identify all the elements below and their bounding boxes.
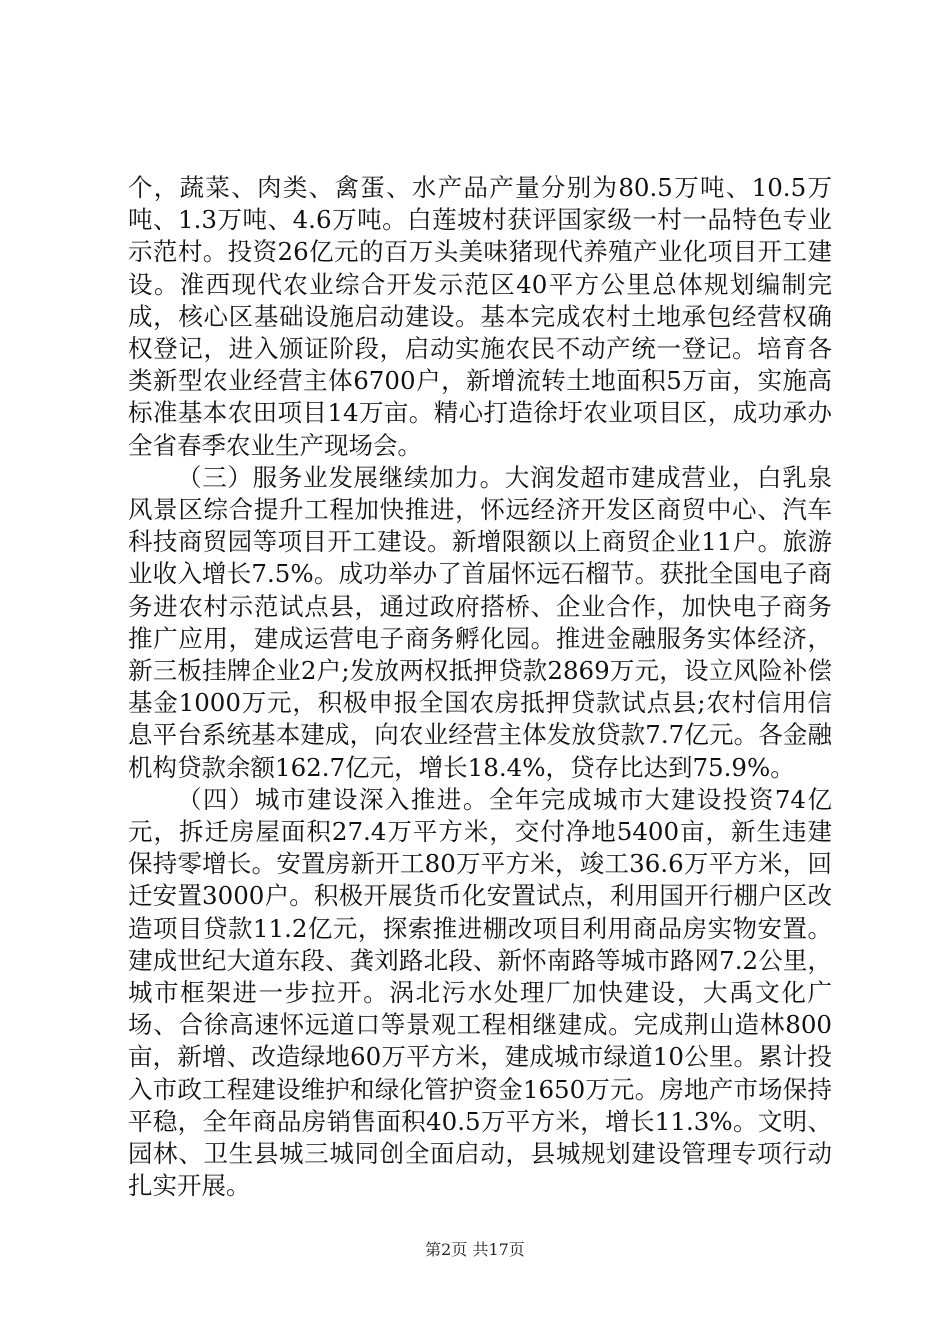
page-footer — [0, 1240, 950, 1260]
page-number: 第2页 共17页 — [425, 1240, 525, 1259]
document-body — [128, 172, 832, 1203]
paragraph-services: （三）服务业发展继续加力。大润发超市建成营业，白乳泉风景区综合提升工程加快推进，怀远经济开发区商贸中心、汽车科技商贸园等项目开工建设。新增限额以上商贸企业11户。旅游业收入增长7.5%。成功举办了首届怀远石榴节。获批全国电子商务进农村示范试点县，通过政府搭桥、企业合作，加快电子商务推广应用，建成运营电子商务孵化园。推进金融服务实体经济，新三板挂牌企业2户;发放两权抵押贷款2869万元，设立风险补偿基金1000万元，积极申报全国农房抵押贷款试点县;农村信用信息平台系统基本建成，向农业经营主体发放贷款7.7亿元。各金融机构贷款余额162.7亿元，增长18.4%，贷存比达到75.9%。 — [128, 462, 832, 782]
paragraph-urban-construction: （四）城市建设深入推进。全年完成城市大建设投资74亿元，拆迁房屋面积27.4万平方米，交付净地5400亩，新生违建保持零增长。安置房新开工80万平方米，竣工36.6万平方米，回迁安置3000户。积极开展货币化安置试点，利用国开行棚户区改造项目贷款11.2亿元，探索推进棚改项目利用商品房实物安置。建成世纪大道东段、龚刘路北段、新怀南路等城市路网7.2公里，城市框架进一步拉开。涡北污水处理厂加快建设，大禹文化广场、合徐高速怀远道口等景观工程相继建成。完成荆山造林800亩，新增、改造绿地60万平方米，建成城市绿道10公里。累计投入市政工程建设维护和绿化管护资金1650万元。房地产市场保持平稳，全年商品房销售面积40.5万平方米，增长11.3%。文明、园林、卫生县城三城同创全面启动，县城规划建设管理专项行动扎实开展。 — [128, 784, 832, 1201]
paragraph-agriculture-continued: 个，蔬菜、肉类、禽蛋、水产品产量分别为80.5万吨、10.5万吨、1.3万吨、4.6万吨。白莲坡村获评国家级一村一品特色专业示范村。投资26亿元的百万头美味猪现代养殖产业化项目开工建设。淮西现代农业综合开发示范区40平方公里总体规划编制完成，核心区基础设施启动建设。基本完成农村土地承包经营权确权登记，进入颁证阶段，启动实施农民不动产统一登记。培育各类新型农业经营主体6700户，新增流转土地面积5万亩，实施高标准基本农田项目14万亩。精心打造徐圩农业项目区，成功承办全省春季农业生产现场会。 — [128, 173, 832, 460]
